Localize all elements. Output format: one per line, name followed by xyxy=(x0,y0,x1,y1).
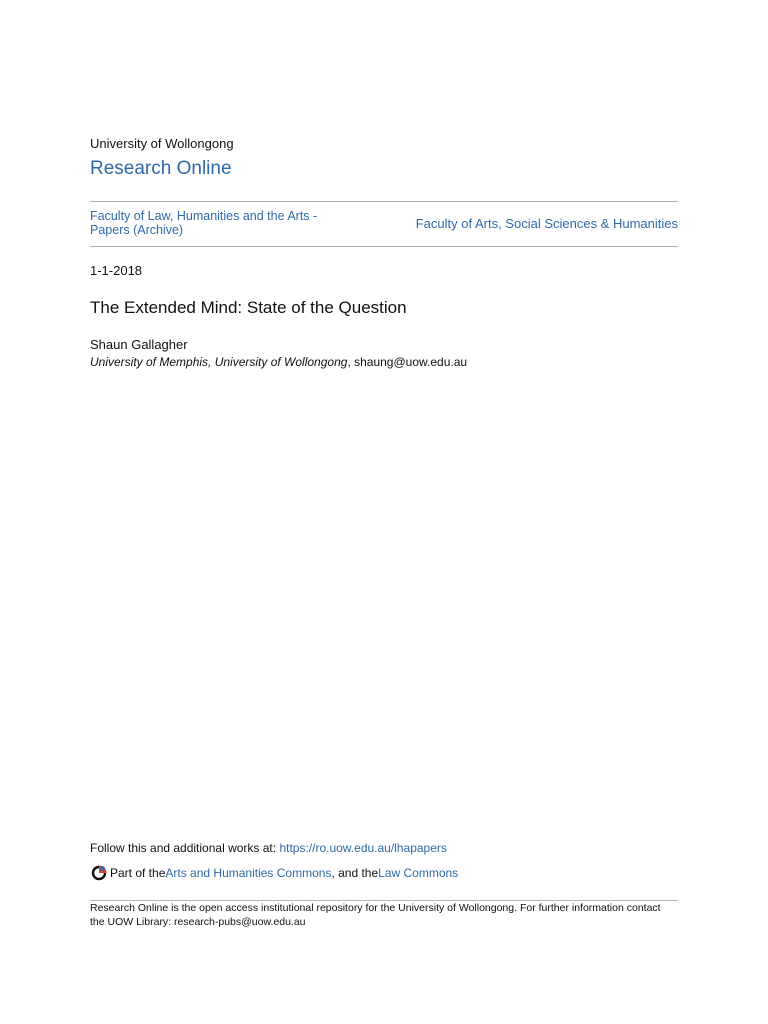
follow-line xyxy=(90,841,447,855)
collection-link-arts-social-sciences[interactable]: Faculty of Arts, Social Sciences & Humanities xyxy=(415,216,678,231)
cover-page xyxy=(90,0,678,1024)
paper-title: The Extended Mind: State of the Question xyxy=(90,298,407,317)
divider-top xyxy=(90,201,678,202)
collection-link-law-humanities[interactable]: Faculty of Law, Humanities and the Arts - Papers (Archive) xyxy=(90,209,318,237)
author-affiliation xyxy=(90,355,467,369)
author-name: Shaun Gallagher xyxy=(90,337,188,352)
part-of-prefix: Part of the xyxy=(110,866,166,880)
repository-footer-note: Research Online is the open access institutional repository for the University of Wollongong. For further information contact the UOW Library: research-pubs@uow.edu.au xyxy=(90,902,661,928)
follow-label: Follow this and additional works at: xyxy=(90,841,280,855)
research-online-link[interactable]: Research Online xyxy=(90,158,232,179)
institution-name: University of Wollongong xyxy=(90,136,234,151)
part-of-line xyxy=(90,864,458,882)
bepress-commons-icon xyxy=(90,864,108,882)
part-of-middle: , and the xyxy=(331,866,379,880)
law-commons-link[interactable]: Law Commons xyxy=(378,866,459,880)
collection-url-link[interactable]: https://ro.uow.edu.au/lhapapers xyxy=(279,841,447,855)
divider-bottom xyxy=(90,246,678,247)
affiliation-text: University of Memphis, University of Wollongong xyxy=(90,355,348,369)
collection-links xyxy=(90,210,678,240)
author-email: , shaung@uow.edu.au xyxy=(347,355,468,369)
publication-date: 1-1-2018 xyxy=(90,263,143,278)
arts-humanities-commons-link[interactable]: Arts and Humanities Commons xyxy=(165,866,332,880)
